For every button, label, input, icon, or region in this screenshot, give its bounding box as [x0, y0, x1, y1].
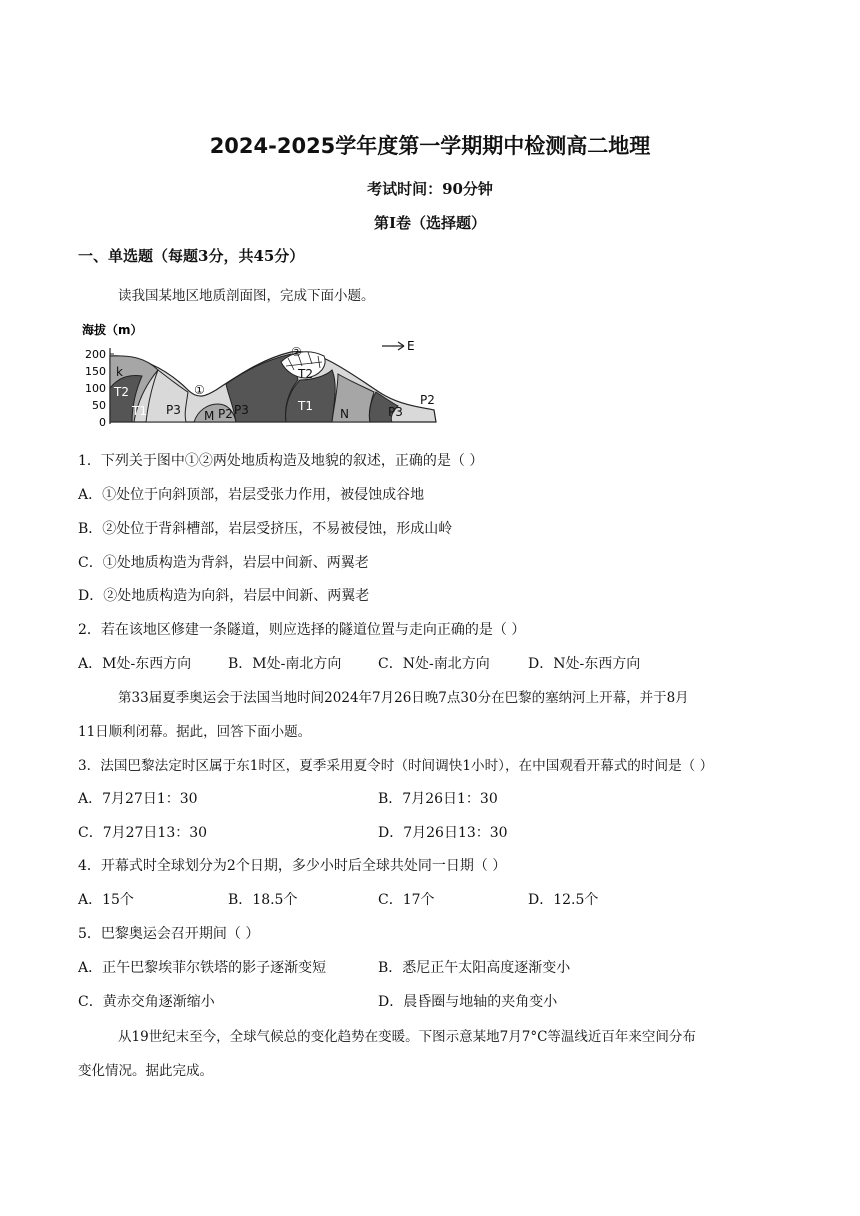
q5-option-d[interactable]: D．晨昏圈与地轴的夹角变小 — [378, 994, 558, 1010]
q5-option-c[interactable]: C．黄赤交角逐渐缩小 — [78, 994, 215, 1010]
layer-label: T2 — [114, 385, 129, 399]
layer-label: T1 — [132, 404, 147, 418]
page-title: 2024-2025学年度第一学期期中检测高二地理 — [209, 134, 651, 158]
y-tick: 0 — [99, 416, 106, 429]
y-axis-title: 海拔（m） — [82, 323, 143, 337]
y-tick: 150 — [85, 365, 106, 378]
passage-olympics-line1: 第33届夏季奥运会于法国当地时间2024年7月26日晚7点30分在巴黎的塞纳河上开幕，并于8月 — [118, 690, 689, 706]
layer-label: P3 — [234, 403, 249, 417]
y-tick: 100 — [85, 382, 106, 395]
q2-option-c[interactable]: C．N处-南北方向 — [378, 656, 490, 672]
layer-label: P3 — [388, 405, 403, 419]
q2-stem: 2．若在该地区修建一条隧道，则应选择的隧道位置与走向正确的是（ ） — [78, 622, 526, 638]
q5-option-b[interactable]: B．悉尼正午太阳高度逐渐变小 — [378, 960, 571, 976]
marker-1: ① — [194, 383, 205, 397]
layer-label: N — [340, 407, 349, 421]
q5-stem: 5．巴黎奥运会召开期间（ ） — [78, 926, 260, 942]
layer-label: T2 — [298, 367, 313, 381]
q5-option-a[interactable]: A．正午巴黎埃菲尔铁塔的影子逐渐变短 — [78, 960, 327, 976]
marker-2: ② — [291, 345, 302, 359]
layer-label: M — [204, 409, 215, 423]
q1-option-d[interactable]: D．②处地质构造为向斜，岩层中间新、两翼老 — [78, 588, 370, 604]
q3-option-d[interactable]: D．7月26日13：30 — [378, 825, 508, 841]
q3-option-b[interactable]: B．7月26日1：30 — [378, 791, 498, 807]
q4-option-d[interactable]: D．12.5个 — [528, 892, 599, 908]
q1-option-a[interactable]: A．①处位于向斜顶部，岩层受张力作用，被侵蚀成谷地 — [78, 487, 425, 503]
layer-label: P2 — [218, 407, 233, 421]
layer-label: P3 — [166, 403, 181, 417]
section-intro: 读我国某地区地质剖面图，完成下面小题。 — [118, 288, 375, 304]
q4-stem: 4．开幕式时全球划分为2个日期，多少小时后全球共处同一日期（ ） — [78, 858, 507, 874]
passage-climate-line2: 变化情况。据此完成。 — [78, 1063, 213, 1079]
q4-option-b[interactable]: B．18.5个 — [228, 892, 298, 908]
layer-label: P2 — [420, 393, 435, 407]
q4-option-c[interactable]: C．17个 — [378, 892, 435, 908]
q3-option-c[interactable]: C．7月27日13：30 — [78, 825, 208, 841]
q2-option-b[interactable]: B．M处-南北方向 — [228, 656, 342, 672]
q1-option-c[interactable]: C．①处地质构造为背斜，岩层中间新、两翼老 — [78, 555, 369, 571]
layer-label: k — [116, 365, 123, 379]
q2-option-a[interactable]: A．M处-东西方向 — [78, 656, 192, 672]
geologic-cross-section — [76, 318, 446, 430]
q4-option-a[interactable]: A．15个 — [78, 892, 134, 908]
q3-option-a[interactable]: A．7月27日1：30 — [78, 791, 198, 807]
q1-option-b[interactable]: B．②处位于背斜槽部，岩层受挤压，不易被侵蚀，形成山岭 — [78, 521, 453, 537]
section-heading: 一、单选题（每题3分，共45分） — [78, 247, 305, 265]
direction-label: E — [407, 339, 415, 353]
y-tick: 50 — [92, 399, 106, 412]
q1-stem: 1．下列关于图中①②两处地质构造及地貌的叙述，正确的是（ ） — [78, 453, 484, 469]
q2-option-d[interactable]: D．N处-东西方向 — [528, 656, 641, 672]
y-tick: 200 — [85, 348, 106, 361]
layer-label: T1 — [298, 399, 313, 413]
passage-olympics-line2: 11日顺利闭幕。据此，回答下面小题。 — [78, 724, 312, 740]
passage-climate-line1: 从19世纪末至今，全球气候总的变化趋势在变暖。下图示意某地7月7°C等温线近百年来空间分布 — [118, 1029, 696, 1045]
exam-time: 考试时间：90分钟 — [367, 180, 493, 198]
q3-stem: 3．法国巴黎法定时区属于东1时区，夏季采用夏令时（时间调快1小时），在中国观看开幕式的时间是（ ） — [78, 758, 714, 774]
part-heading: 第I卷（选择题） — [373, 214, 487, 232]
